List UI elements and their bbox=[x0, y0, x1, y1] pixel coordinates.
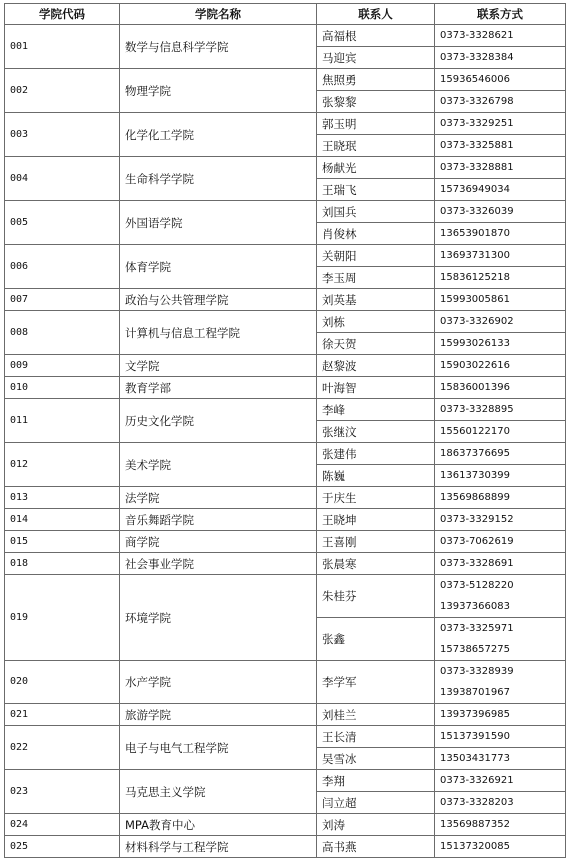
table-row bbox=[5, 814, 566, 836]
table-row bbox=[5, 113, 566, 135]
college-code-cell: 018 bbox=[5, 553, 120, 575]
college-name-cell: 教育学部 bbox=[120, 377, 317, 399]
phone-number: 13569887352 bbox=[440, 819, 510, 830]
phone-number: 0373-3328203 bbox=[440, 797, 514, 808]
contact-phone-cell bbox=[435, 289, 566, 311]
header-college-code: 学院代码 bbox=[5, 4, 120, 25]
contact-phone-cell bbox=[435, 814, 566, 836]
contact-phone-cell bbox=[435, 179, 566, 201]
table-row bbox=[5, 443, 566, 465]
contact-person-cell: 刘涛 bbox=[317, 814, 435, 836]
contact-phone-cell bbox=[435, 25, 566, 47]
college-name-cell: 旅游学院 bbox=[120, 704, 317, 726]
phone-number: 15736949034 bbox=[440, 184, 510, 195]
phone-number: 15738657275 bbox=[440, 644, 510, 655]
phone-number: 15137391590 bbox=[440, 731, 510, 742]
contact-phone-cell bbox=[435, 135, 566, 157]
header-contact-phone: 联系方式 bbox=[435, 4, 566, 25]
contact-person-cell: 李翔 bbox=[317, 770, 435, 792]
phone-number: 15137320085 bbox=[440, 841, 510, 852]
college-name-cell: 政治与公共管理学院 bbox=[120, 289, 317, 311]
phone-number: 15993026133 bbox=[440, 338, 510, 349]
contact-person-cell: 刘英基 bbox=[317, 289, 435, 311]
contact-person-cell: 杨献光 bbox=[317, 157, 435, 179]
contact-person-cell: 郭玉明 bbox=[317, 113, 435, 135]
college-code-cell: 009 bbox=[5, 355, 120, 377]
contact-phone-cell bbox=[435, 575, 566, 618]
phone-number: 13938701967 bbox=[440, 687, 510, 698]
contact-phone-cell bbox=[435, 770, 566, 792]
contact-phone-cell bbox=[435, 399, 566, 421]
contact-person-cell: 赵黎波 bbox=[317, 355, 435, 377]
college-code-cell: 024 bbox=[5, 814, 120, 836]
contact-person-cell: 朱桂芬 bbox=[317, 575, 435, 618]
table-row bbox=[5, 575, 566, 618]
header-college-name: 学院名称 bbox=[120, 4, 317, 25]
college-name-cell: 化学化工学院 bbox=[120, 113, 317, 157]
college-name-cell: 电子与电气工程学院 bbox=[120, 726, 317, 770]
phone-number: 15836125218 bbox=[440, 272, 510, 283]
college-name-cell: MPA教育中心 bbox=[120, 814, 317, 836]
college-name-cell: 文学院 bbox=[120, 355, 317, 377]
contact-phone-cell bbox=[435, 661, 566, 704]
phone-number: 15560122170 bbox=[440, 426, 510, 437]
contact-person-cell: 高书燕 bbox=[317, 836, 435, 858]
table-row bbox=[5, 201, 566, 223]
college-code-cell: 013 bbox=[5, 487, 120, 509]
table-row bbox=[5, 770, 566, 792]
phone-number: 15836001396 bbox=[440, 382, 510, 393]
phone-number: 0373-3328621 bbox=[440, 30, 514, 41]
contact-phone-cell bbox=[435, 355, 566, 377]
college-name-cell: 商学院 bbox=[120, 531, 317, 553]
contact-phone-cell bbox=[435, 333, 566, 355]
college-code-cell: 010 bbox=[5, 377, 120, 399]
table-row bbox=[5, 726, 566, 748]
college-name-cell: 环境学院 bbox=[120, 575, 317, 661]
table-header-row bbox=[5, 4, 566, 25]
college-code-cell: 020 bbox=[5, 661, 120, 704]
phone-number: 0373-7062619 bbox=[440, 536, 514, 547]
college-name-cell: 音乐舞蹈学院 bbox=[120, 509, 317, 531]
table-row bbox=[5, 289, 566, 311]
college-code-cell: 021 bbox=[5, 704, 120, 726]
table-row bbox=[5, 377, 566, 399]
contact-person-cell: 张晨寒 bbox=[317, 553, 435, 575]
contact-person-cell: 刘栋 bbox=[317, 311, 435, 333]
college-code-cell: 014 bbox=[5, 509, 120, 531]
contact-phone-cell bbox=[435, 421, 566, 443]
table-row bbox=[5, 311, 566, 333]
contact-person-cell: 王晓珉 bbox=[317, 135, 435, 157]
college-name-cell: 外国语学院 bbox=[120, 201, 317, 245]
contact-person-cell: 王长清 bbox=[317, 726, 435, 748]
contact-phone-cell bbox=[435, 704, 566, 726]
contact-phone-cell bbox=[435, 91, 566, 113]
phone-number: 0373-3329251 bbox=[440, 118, 514, 129]
contact-person-cell: 徐天贺 bbox=[317, 333, 435, 355]
phone-number: 13613730399 bbox=[440, 470, 510, 481]
phone-number: 15993005861 bbox=[440, 294, 510, 305]
table-row bbox=[5, 661, 566, 704]
phone-number: 0373-5128220 bbox=[440, 580, 514, 591]
contact-phone-cell bbox=[435, 443, 566, 465]
table-row bbox=[5, 355, 566, 377]
table-row bbox=[5, 69, 566, 91]
college-name-cell: 社会事业学院 bbox=[120, 553, 317, 575]
college-code-cell: 001 bbox=[5, 25, 120, 69]
contact-phone-cell bbox=[435, 509, 566, 531]
contact-person-cell: 吴雪冰 bbox=[317, 748, 435, 770]
contact-phone-cell bbox=[435, 792, 566, 814]
college-code-cell: 023 bbox=[5, 770, 120, 814]
contact-phone-cell bbox=[435, 267, 566, 289]
phone-number: 0373-3329152 bbox=[440, 514, 514, 525]
college-code-cell: 004 bbox=[5, 157, 120, 201]
contact-phone-cell bbox=[435, 113, 566, 135]
contact-person-cell: 张黎黎 bbox=[317, 91, 435, 113]
contact-person-cell: 闫立超 bbox=[317, 792, 435, 814]
table-row bbox=[5, 704, 566, 726]
college-name-cell: 体育学院 bbox=[120, 245, 317, 289]
table-row bbox=[5, 487, 566, 509]
table-row bbox=[5, 245, 566, 267]
table-row bbox=[5, 157, 566, 179]
contact-phone-cell bbox=[435, 748, 566, 770]
college-name-cell: 物理学院 bbox=[120, 69, 317, 113]
college-name-cell: 计算机与信息工程学院 bbox=[120, 311, 317, 355]
contact-phone-cell bbox=[435, 223, 566, 245]
phone-number: 15903022616 bbox=[440, 360, 510, 371]
phone-number: 0373-3328881 bbox=[440, 162, 514, 173]
college-code-cell: 012 bbox=[5, 443, 120, 487]
phone-number: 0373-3328384 bbox=[440, 52, 514, 63]
contact-phone-cell bbox=[435, 726, 566, 748]
table-row bbox=[5, 553, 566, 575]
college-code-cell: 002 bbox=[5, 69, 120, 113]
phone-number: 0373-3326798 bbox=[440, 96, 514, 107]
college-name-cell: 法学院 bbox=[120, 487, 317, 509]
contact-phone-cell bbox=[435, 311, 566, 333]
contact-person-cell: 王瑞飞 bbox=[317, 179, 435, 201]
phone-number: 0373-3326039 bbox=[440, 206, 514, 217]
table-body bbox=[5, 25, 566, 858]
contact-phone-cell bbox=[435, 836, 566, 858]
college-code-cell: 005 bbox=[5, 201, 120, 245]
contact-person-cell: 李玉周 bbox=[317, 267, 435, 289]
phone-number: 13653901870 bbox=[440, 228, 510, 239]
table-row bbox=[5, 531, 566, 553]
phone-number: 13937396985 bbox=[440, 709, 510, 720]
college-name-cell: 生命科学学院 bbox=[120, 157, 317, 201]
contact-phone-cell bbox=[435, 201, 566, 223]
contact-person-cell: 刘桂兰 bbox=[317, 704, 435, 726]
contact-phone-cell bbox=[435, 157, 566, 179]
contact-person-cell: 张继汶 bbox=[317, 421, 435, 443]
contact-person-cell: 王喜刚 bbox=[317, 531, 435, 553]
contact-person-cell: 刘国兵 bbox=[317, 201, 435, 223]
table-row bbox=[5, 836, 566, 858]
college-code-cell: 008 bbox=[5, 311, 120, 355]
table-row bbox=[5, 25, 566, 47]
phone-number: 0373-3325881 bbox=[440, 140, 514, 151]
contact-person-cell: 陈巍 bbox=[317, 465, 435, 487]
contact-phone-cell bbox=[435, 531, 566, 553]
contact-person-cell: 张建伟 bbox=[317, 443, 435, 465]
college-contact-table bbox=[4, 3, 566, 858]
phone-number: 0373-3328939 bbox=[440, 666, 514, 677]
college-code-cell: 019 bbox=[5, 575, 120, 661]
college-name-cell: 数学与信息科学学院 bbox=[120, 25, 317, 69]
contact-phone-cell bbox=[435, 465, 566, 487]
college-code-cell: 015 bbox=[5, 531, 120, 553]
contact-phone-cell bbox=[435, 47, 566, 69]
college-name-cell: 历史文化学院 bbox=[120, 399, 317, 443]
phone-number: 0373-3325971 bbox=[440, 623, 514, 634]
college-code-cell: 003 bbox=[5, 113, 120, 157]
contact-phone-cell bbox=[435, 487, 566, 509]
contact-person-cell: 于庆生 bbox=[317, 487, 435, 509]
contact-phone-cell bbox=[435, 69, 566, 91]
phone-number: 0373-3326902 bbox=[440, 316, 514, 327]
contact-person-cell: 张鑫 bbox=[317, 618, 435, 661]
table-row bbox=[5, 509, 566, 531]
contact-person-cell: 肖俊林 bbox=[317, 223, 435, 245]
contact-person-cell: 关朝阳 bbox=[317, 245, 435, 267]
contact-person-cell: 马迎宾 bbox=[317, 47, 435, 69]
college-name-cell: 马克思主义学院 bbox=[120, 770, 317, 814]
college-contact-document bbox=[4, 3, 566, 858]
phone-number: 0373-3328895 bbox=[440, 404, 514, 415]
contact-phone-cell bbox=[435, 245, 566, 267]
phone-number: 18637376695 bbox=[440, 448, 510, 459]
contact-person-cell: 李学军 bbox=[317, 661, 435, 704]
contact-phone-cell bbox=[435, 553, 566, 575]
contact-person-cell: 王晓坤 bbox=[317, 509, 435, 531]
phone-number: 15936546006 bbox=[440, 74, 510, 85]
college-name-cell: 美术学院 bbox=[120, 443, 317, 487]
college-code-cell: 011 bbox=[5, 399, 120, 443]
contact-person-cell: 高福根 bbox=[317, 25, 435, 47]
phone-number: 13937366083 bbox=[440, 601, 510, 612]
college-code-cell: 006 bbox=[5, 245, 120, 289]
contact-person-cell: 李峰 bbox=[317, 399, 435, 421]
phone-number: 13569868899 bbox=[440, 492, 510, 503]
phone-number: 13693731300 bbox=[440, 250, 510, 261]
contact-phone-cell bbox=[435, 377, 566, 399]
phone-number: 13503431773 bbox=[440, 753, 510, 764]
header-contact-person: 联系人 bbox=[317, 4, 435, 25]
contact-phone-cell bbox=[435, 618, 566, 661]
college-name-cell: 材料科学与工程学院 bbox=[120, 836, 317, 858]
contact-person-cell: 叶海智 bbox=[317, 377, 435, 399]
college-name-cell: 水产学院 bbox=[120, 661, 317, 704]
phone-number: 0373-3326921 bbox=[440, 775, 514, 786]
college-code-cell: 007 bbox=[5, 289, 120, 311]
college-code-cell: 022 bbox=[5, 726, 120, 770]
college-code-cell: 025 bbox=[5, 836, 120, 858]
contact-person-cell: 焦照勇 bbox=[317, 69, 435, 91]
table-row bbox=[5, 399, 566, 421]
phone-number: 0373-3328691 bbox=[440, 558, 514, 569]
